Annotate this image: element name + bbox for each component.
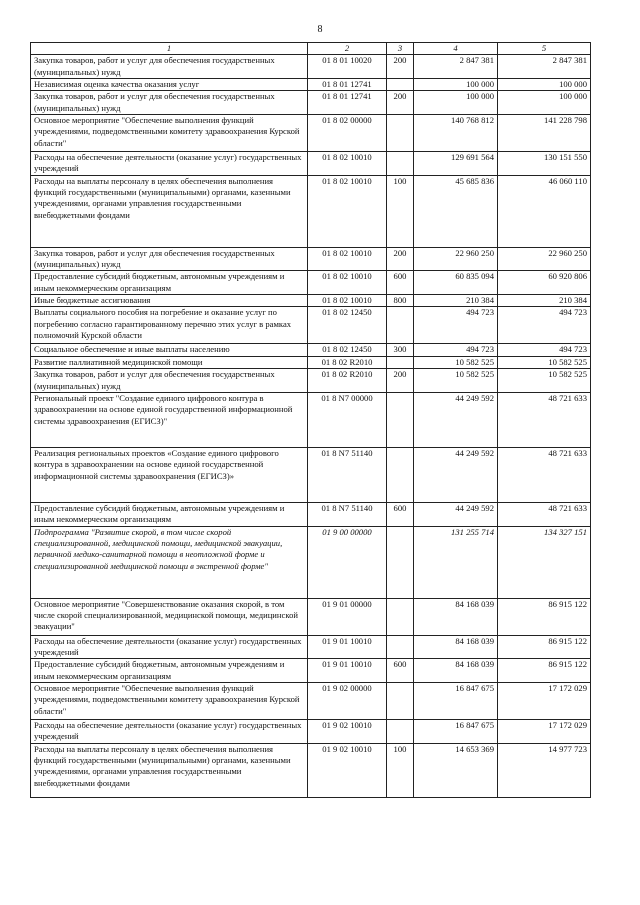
row-name-cell: Социальное обеспечение и иные выплаты населению [31, 344, 308, 356]
row-value-2-cell: 10 582 525 [498, 356, 591, 368]
row-value-1-cell: 16 847 675 [414, 682, 498, 719]
row-type-cell: 200 [387, 55, 414, 79]
row-code-cell: 01 9 01 10010 [308, 659, 387, 683]
table-row [31, 295, 591, 307]
row-value-2-cell: 48 721 633 [498, 502, 591, 526]
row-value-1-cell: 129 691 564 [414, 152, 498, 176]
table-row [31, 598, 591, 635]
row-value-1-cell: 44 249 592 [414, 447, 498, 502]
budget-table [30, 42, 591, 798]
row-name-cell: Закупка товаров, работ и услуг для обеспечения государственных (муниципальных) нужд [31, 55, 308, 79]
table-row [31, 91, 591, 115]
row-type-cell: 200 [387, 91, 414, 115]
row-value-1-cell: 210 384 [414, 295, 498, 307]
row-type-cell: 300 [387, 344, 414, 356]
table-row [31, 447, 591, 502]
row-value-2-cell: 86 915 122 [498, 659, 591, 683]
row-value-2-cell: 48 721 633 [498, 392, 591, 447]
row-code-cell: 01 9 02 10010 [308, 743, 387, 797]
row-value-2-cell: 10 582 525 [498, 369, 591, 393]
row-value-1-cell: 100 000 [414, 91, 498, 115]
table-row [31, 502, 591, 526]
table-row [31, 659, 591, 683]
table-row [31, 115, 591, 152]
row-value-1-cell: 494 723 [414, 307, 498, 344]
row-code-cell: 01 9 01 10010 [308, 635, 387, 659]
row-value-2-cell: 100 000 [498, 79, 591, 91]
table-row [31, 392, 591, 447]
table-row [31, 175, 591, 247]
row-code-cell: 01 9 02 00000 [308, 682, 387, 719]
row-value-2-cell: 48 721 633 [498, 447, 591, 502]
row-code-cell: 01 8 02 10010 [308, 152, 387, 176]
row-name-cell: Закупка товаров, работ и услуг для обеспечения государственных (муниципальных) нужд [31, 247, 308, 271]
table-row [31, 344, 591, 356]
row-type-cell [387, 635, 414, 659]
row-type-cell [387, 526, 414, 598]
row-type-cell [387, 307, 414, 344]
row-name-cell: Подпрограмма "Развитие скорой, в том числе скорой специализированной, медицинской помощи, медицинской эвакуации, первичной медико-санитарной помощи в неотложной форме и специализированной медицинской помощи в экстренной форме" [31, 526, 308, 598]
row-code-cell: 01 8 02 10010 [308, 175, 387, 247]
row-code-cell: 01 8 02 12450 [308, 344, 387, 356]
table-row [31, 152, 591, 176]
row-type-cell: 100 [387, 743, 414, 797]
row-value-1-cell: 2 847 381 [414, 55, 498, 79]
row-type-cell [387, 152, 414, 176]
row-value-1-cell: 45 685 836 [414, 175, 498, 247]
row-value-1-cell: 84 168 039 [414, 659, 498, 683]
row-code-cell: 01 8 01 12741 [308, 91, 387, 115]
row-type-cell [387, 719, 414, 743]
row-value-2-cell: 86 915 122 [498, 598, 591, 635]
row-value-1-cell: 100 000 [414, 79, 498, 91]
table-row [31, 307, 591, 344]
row-type-cell: 600 [387, 271, 414, 295]
row-code-cell: 01 8 02 R2010 [308, 369, 387, 393]
row-value-2-cell: 494 723 [498, 307, 591, 344]
row-code-cell: 01 8 01 12741 [308, 79, 387, 91]
table-row [31, 743, 591, 797]
column-header: 1 [31, 43, 308, 55]
row-value-1-cell: 494 723 [414, 344, 498, 356]
row-code-cell: 01 8 N7 00000 [308, 392, 387, 447]
row-name-cell: Региональный проект "Создание единого цифрового контура в здравоохранении на основе единой государственной информационной системы здравоохранения (ЕГИСЗ)" [31, 392, 308, 447]
column-header: 4 [414, 43, 498, 55]
row-name-cell: Основное мероприятие "Обеспечение выполнения функций учреждениями, подведомственными комитету здравоохранения Курской области" [31, 115, 308, 152]
row-value-1-cell: 84 168 039 [414, 635, 498, 659]
row-code-cell: 01 8 01 10020 [308, 55, 387, 79]
row-value-2-cell: 100 000 [498, 91, 591, 115]
row-value-2-cell: 17 172 029 [498, 682, 591, 719]
row-name-cell: Расходы на выплаты персоналу в целях обеспечения выполнения функций государственными (муниципальными) органами, казенными учреждениями, органами управления государственными внебюджетными фондами [31, 743, 308, 797]
row-type-cell: 200 [387, 369, 414, 393]
column-header: 2 [308, 43, 387, 55]
row-code-cell: 01 9 00 00000 [308, 526, 387, 598]
row-value-1-cell: 44 249 592 [414, 502, 498, 526]
row-name-cell: Закупка товаров, работ и услуг для обеспечения государственных (муниципальных) нужд [31, 91, 308, 115]
page-number: 8 [317, 24, 323, 35]
row-value-1-cell: 10 582 525 [414, 356, 498, 368]
row-value-1-cell: 16 847 675 [414, 719, 498, 743]
row-value-2-cell: 86 915 122 [498, 635, 591, 659]
row-code-cell: 01 8 02 R2010 [308, 356, 387, 368]
column-header: 5 [498, 43, 591, 55]
row-type-cell: 200 [387, 247, 414, 271]
row-name-cell: Закупка товаров, работ и услуг для обеспечения государственных (муниципальных) нужд [31, 369, 308, 393]
row-value-2-cell: 141 228 798 [498, 115, 591, 152]
row-value-2-cell: 210 384 [498, 295, 591, 307]
row-name-cell: Независимая оценка качества оказания услуг [31, 79, 308, 91]
row-name-cell: Предоставление субсидий бюджетным, автономным учреждениям и иным некоммерческим организациям [31, 502, 308, 526]
row-value-2-cell: 22 960 250 [498, 247, 591, 271]
row-name-cell: Расходы на выплаты персоналу в целях обеспечения выполнения функций государственными (муниципальными) органами, казенными учреждениями, органами управления государственными внебюджетными фондами [31, 175, 308, 247]
row-code-cell: 01 9 01 00000 [308, 598, 387, 635]
row-value-2-cell: 60 920 806 [498, 271, 591, 295]
table-row [31, 526, 591, 598]
row-value-1-cell: 10 582 525 [414, 369, 498, 393]
row-name-cell: Расходы на обеспечение деятельности (оказание услуг) государственных учреждений [31, 719, 308, 743]
table-header-row [31, 43, 591, 55]
row-value-1-cell: 22 960 250 [414, 247, 498, 271]
row-value-1-cell: 84 168 039 [414, 598, 498, 635]
row-value-2-cell: 14 977 723 [498, 743, 591, 797]
table-row [31, 369, 591, 393]
table-row [31, 719, 591, 743]
row-name-cell: Расходы на обеспечение деятельности (оказание услуг) государственных учреждений [31, 635, 308, 659]
row-code-cell: 01 8 02 10010 [308, 295, 387, 307]
row-name-cell: Основное мероприятие "Совершенствование оказания скорой, в том числе скорой специализированной, медицинской помощи, медицинской эвакуации" [31, 598, 308, 635]
row-value-2-cell: 134 327 151 [498, 526, 591, 598]
row-name-cell: Выплаты социального пособия на погребение и оказание услуг по погребению согласно гарантированному перечню этих услуг в рамках полномочий Курской области [31, 307, 308, 344]
table-row [31, 247, 591, 271]
table-row [31, 79, 591, 91]
row-value-1-cell: 140 768 812 [414, 115, 498, 152]
row-code-cell: 01 8 N7 51140 [308, 447, 387, 502]
row-type-cell [387, 598, 414, 635]
row-code-cell: 01 8 02 12450 [308, 307, 387, 344]
row-type-cell: 600 [387, 659, 414, 683]
row-name-cell: Иные бюджетные ассигнования [31, 295, 308, 307]
row-value-2-cell: 17 172 029 [498, 719, 591, 743]
row-type-cell [387, 447, 414, 502]
table-row [31, 271, 591, 295]
row-code-cell: 01 8 02 10010 [308, 247, 387, 271]
row-value-1-cell: 60 835 094 [414, 271, 498, 295]
row-type-cell [387, 392, 414, 447]
row-value-2-cell: 2 847 381 [498, 55, 591, 79]
row-name-cell: Предоставление субсидий бюджетным, автономным учреждениям и иным некоммерческим организациям [31, 659, 308, 683]
table-row [31, 682, 591, 719]
row-value-2-cell: 494 723 [498, 344, 591, 356]
row-value-1-cell: 14 653 369 [414, 743, 498, 797]
row-type-cell: 100 [387, 175, 414, 247]
table-row [31, 356, 591, 368]
table-row [31, 55, 591, 79]
row-type-cell [387, 79, 414, 91]
row-name-cell: Расходы на обеспечение деятельности (оказание услуг) государственных учреждений [31, 152, 308, 176]
row-type-cell: 600 [387, 502, 414, 526]
table-row [31, 635, 591, 659]
column-header: 3 [387, 43, 414, 55]
row-name-cell: Основное мероприятие "Обеспечение выполнения функций учреждениями, подведомственными комитету здравоохранения Курской области" [31, 682, 308, 719]
row-code-cell: 01 8 02 10010 [308, 271, 387, 295]
row-name-cell: Предоставление субсидий бюджетным, автономным учреждениям и иным некоммерческим организациям [31, 271, 308, 295]
row-name-cell: Развитие паллиативной медицинской помощи [31, 356, 308, 368]
row-value-2-cell: 130 151 550 [498, 152, 591, 176]
row-code-cell: 01 9 02 10010 [308, 719, 387, 743]
row-type-cell [387, 682, 414, 719]
row-code-cell: 01 8 N7 51140 [308, 502, 387, 526]
row-code-cell: 01 8 02 00000 [308, 115, 387, 152]
row-value-1-cell: 131 255 714 [414, 526, 498, 598]
row-name-cell: Реализация региональных проектов «Создание единого цифрового контура в здравоохранении на основе единой государственной информационной системы здравоохранения (ЕГИСЗ)» [31, 447, 308, 502]
row-type-cell: 800 [387, 295, 414, 307]
row-type-cell [387, 356, 414, 368]
row-value-2-cell: 46 060 110 [498, 175, 591, 247]
row-type-cell [387, 115, 414, 152]
row-value-1-cell: 44 249 592 [414, 392, 498, 447]
